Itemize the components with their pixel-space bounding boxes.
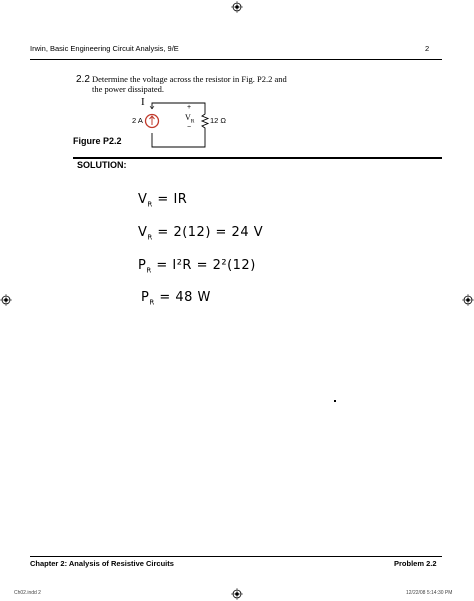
footer-rule	[30, 556, 442, 557]
circuit-diagram	[130, 95, 230, 157]
minus-sign: −	[187, 124, 192, 131]
running-title: Irwin, Basic Engineering Circuit Analysis, 9/E	[30, 44, 179, 53]
problem-number: 2.2	[76, 74, 90, 85]
stray-mark	[334, 400, 336, 402]
figure-caption: Figure P2.2	[73, 136, 122, 146]
footer-problem: Problem 2.2	[394, 559, 437, 568]
registration-mark-right	[462, 294, 474, 306]
plus-sign: +	[187, 104, 192, 111]
bottom-wire	[152, 133, 205, 147]
registration-mark-top	[231, 1, 243, 13]
resistor-zigzag	[202, 109, 208, 133]
slug-timestamp: 12/22/08 5:14:30 PM	[406, 590, 453, 596]
current-symbol: I	[141, 96, 145, 108]
header-rule	[30, 59, 442, 60]
problem-text-line1: Determine the voltage across the resistor in Fig. P2.2 and	[92, 74, 287, 84]
slug-file: Ch02.indd 2	[14, 590, 41, 596]
solution-line-4: $P_R = 48$ W	[141, 290, 211, 307]
footer-chapter: Chapter 2: Analysis of Resistive Circuits	[30, 559, 174, 568]
solution-line-1: $V_R$ = IR	[138, 192, 188, 209]
source-label: 2 A	[132, 116, 143, 125]
solution-line-3: $P_R = I^2R = 2^2(12)$	[138, 258, 256, 275]
solution-heading: SOLUTION:	[77, 160, 127, 170]
voltage-label: $V_R$	[185, 113, 195, 125]
registration-mark-bottom	[231, 588, 243, 600]
registration-mark-left	[0, 294, 12, 306]
solution-rule	[73, 157, 442, 159]
problem-text-line2: the power dissipated.	[92, 84, 164, 94]
resistor-label: 12 Ω	[210, 116, 227, 125]
solution-line-2: $V_R = 2(12) = 24$ V	[138, 225, 264, 242]
current-source-symbol	[146, 115, 159, 128]
page-number: 2	[425, 44, 430, 53]
top-wire	[152, 103, 205, 109]
